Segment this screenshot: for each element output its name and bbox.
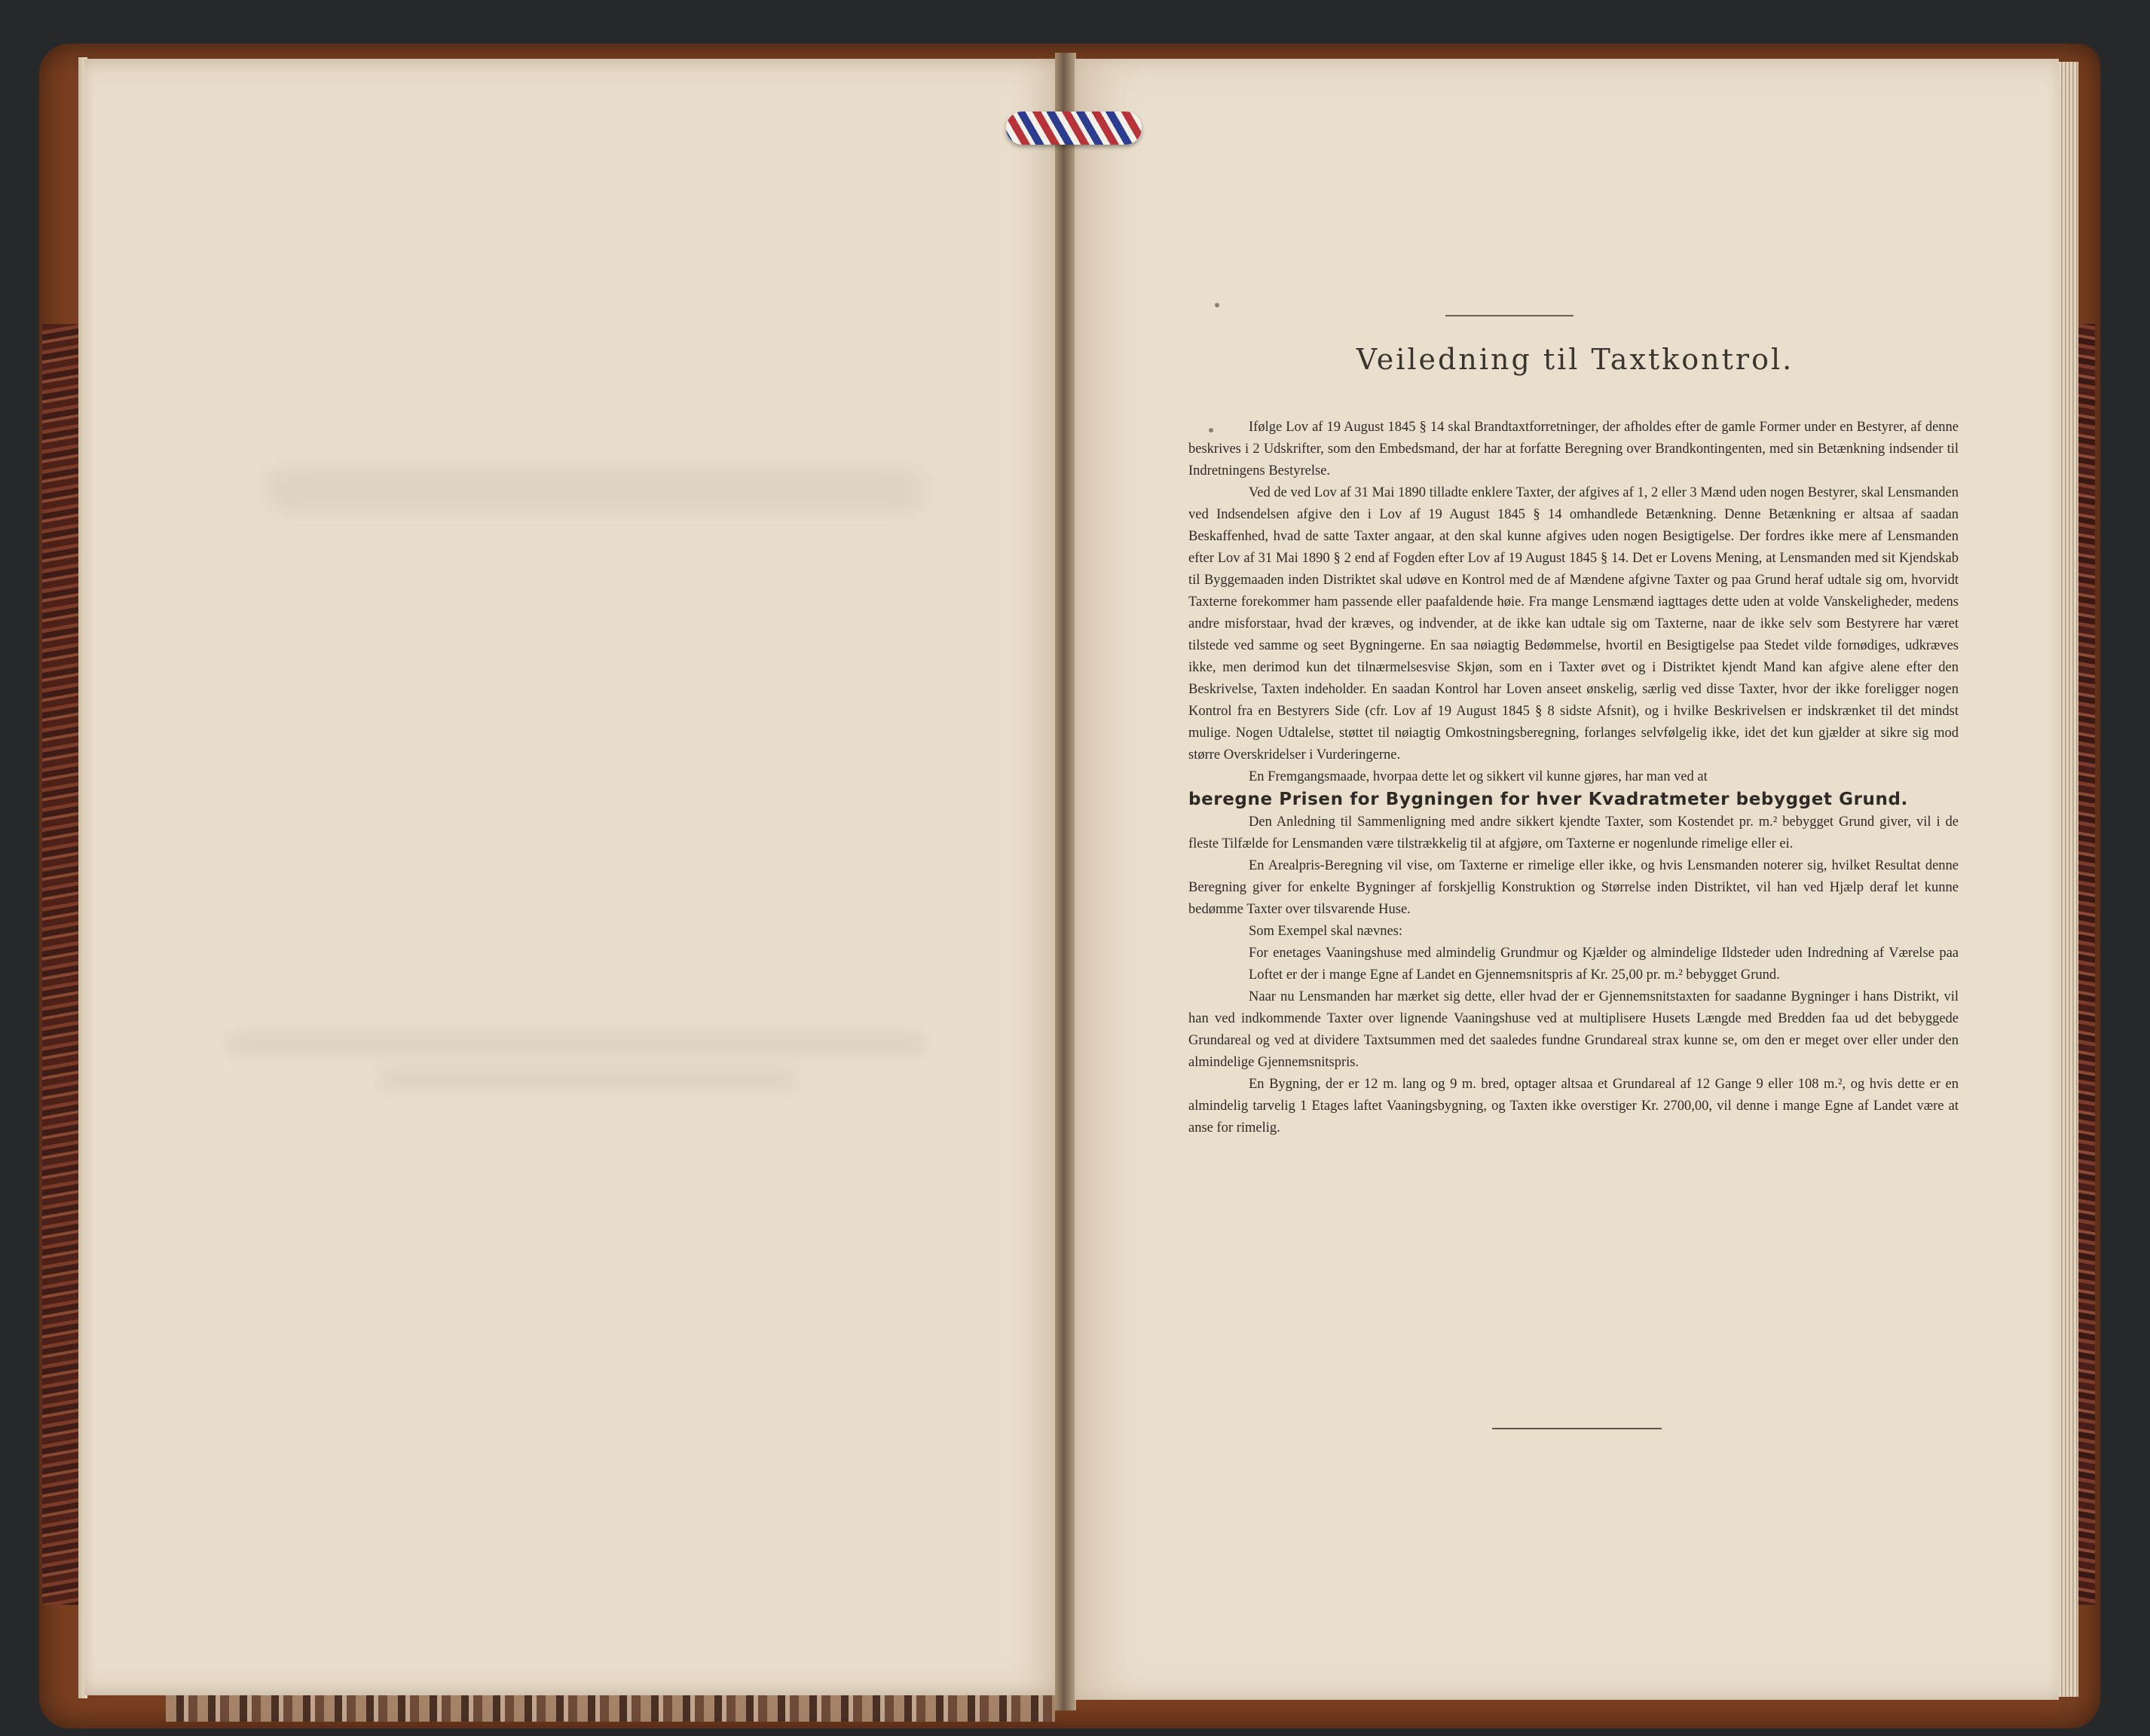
cover-bottom-edge (166, 1692, 1055, 1722)
paragraph: Ved de ved Lov af 31 Mai 1890 tilladte enklere Taxter, der afgives af 1, 2 eller 3 Mænd uden nogen Bestyrer, skal Lensmanden ved Indsendelsen afgive den i Lov af 19 August 1845 § 14 omhandlede Betænkning. Denne Betænkning er altsaa af saadan Beskaffenhed, hvad de satte Taxter angaar, at den skal kunne afgives uden nogen Besigtigelse. Der fordres ikke mere af Lensmanden efter Lov af 31 Mai 1890 § 2 end af Fogden efter Lov af 19 August 1845 § 14. Det er Lovens Mening, at Lensmanden med sit Kjendskab til Byggemaaden inden Distriktet skal udøve en Kontrol med de af Mændene afgivne Taxter og paa Grund heraf udtale sig om, hvorvidt Taxterne forekommer ham passende eller paafaldende høie. Fra mange Lensmænd iagttages dette uden at volde Vanskeligheder, medens andre misforstaar, hvad der kræves, og indvender, at de ikke kan udtale sig om Taxterne, naar de ikke selv som Bestyrere har været tilstede ved samme og seet Bygningerne. En saa nøiagtig Bedømmelse, hvortil en Besigtigelse paa Stedet vilde fornødiges, udkræves ikke, men derimod kun det tilnærmelsesvise Skjøn, som en i Taxter øvet og i Distriktet kjendt Mand kan afgive alene efter den Beskrivelse, Taxten indeholder. En saadan Kontrol har Loven anseet ønskelig, særlig ved disse Taxter, hvor der ikke foreligger nogen Kontrol fra en Bestyrers Side (cfr. Lov af 19 August 1845 § 8 sidste Afsnit), og i hvilke Beskrivelsen er indskrænket til det mindst mulige. Nogen Udtalelse, støttet til nøiagtig Omkostningsberegning, forlanges selvfølgelig ikke, idet det kun gjælder at sikre sig mod større Overskridelser i Vurderingerne. (1188, 485, 1959, 763)
paragraph: En Arealpris-Beregning vil vise, om Taxterne er rimelige eller ikke, og hvis Lensmanden noterer sig, hvilket Resultat denne Beregning giver for enkelte Bygninger af forskjellig Konstruktion og Størrelse inden Distriktet, vil han ved Hjælp deraf let kunne bedømme Taxter over tilsvarende Huse. (1188, 858, 1959, 917)
page-stack-edge (2059, 62, 2078, 1697)
ink-mark (1215, 303, 1219, 307)
paragraph: Som Exempel skal nævnes: (1249, 924, 1402, 939)
end-rule (1492, 1428, 1662, 1429)
book-gutter (1055, 53, 1076, 1710)
emphasized-rule: beregne Prisen for Bygningen for hver Kvadratmeter bebygget Grund. (1188, 790, 1908, 809)
paragraph: Naar nu Lensmanden har mærket sig dette, eller hvad der er Gjennemsnitstaxten for saadanne Bygninger i hans Distrikt, vil han ved indkommende Taxter over lignende Vaaningshuse ved at multiplisere Husets Længde med Bredden faa ud det bebyggede Grundareal og ved at dividere Taxtsummen med det saaledes fundne Grundareal strax kunne se, om den er meget over eller under den almindelige Gjennemsnitspris. (1188, 989, 1959, 1070)
page-title: Veiledning til Taxtkontrol. (1356, 343, 1794, 376)
left-page (84, 59, 1064, 1695)
paragraph: En Bygning, der er 12 m. lang og 9 m. bred, optager altsaa et Grundareal af 12 Gange 9 eller 108 m.², og hvis dette er en almindelig tarvelig 1 Etages laftet Vaaningsbygning, og Taxten ikke overstiger Kr. 2700,00, vil denne i mange Egne af Landet være at anse for rimelig. (1188, 1077, 1959, 1135)
paragraph: For enetages Vaaningshuse med almindelig Grundmur og Kjælder og almindelige Ildsteder uden Indredning af Værelse paa Loftet er der i mange Egne af Landet en Gjennemsnitspris af Kr. 25,00 pr. m.² bebygget Grund. (1249, 946, 1959, 983)
bookmark-ribbon (1006, 112, 1142, 145)
bleed-through-shadow (264, 467, 927, 512)
paragraph: Ifølge Lov af 19 August 1845 § 14 skal Brandtaxtforretninger, der afholdes efter de gamle Former under en Bestyrer, af denne beskrives i 2 Udskrifter, som den Embedsmand, der har at forfatte Beregning over Brandkontingenten, med sin Betænkning indsender til Indretningens Bestyrelse. (1188, 420, 1959, 478)
paragraph: Den Anledning til Sammenligning med andre sikkert kjendte Taxter, som Kostendet pr. m.² bebygget Grund giver, vil i de fleste Tilfælde for Lensmanden være tilstrækkelig til at afgjøre, om Taxterne er nogenlunde rimelige eller ei. (1188, 815, 1959, 851)
instruction-text (1188, 417, 1959, 1139)
title-rule (1445, 315, 1574, 316)
bleed-through-shadow (377, 1070, 799, 1090)
paragraph: En Fremgangsmaade, hvorpaa dette let og sikkert vil kunne gjøres, har man ved at (1249, 769, 1708, 784)
bleed-through-shadow (226, 1032, 927, 1055)
